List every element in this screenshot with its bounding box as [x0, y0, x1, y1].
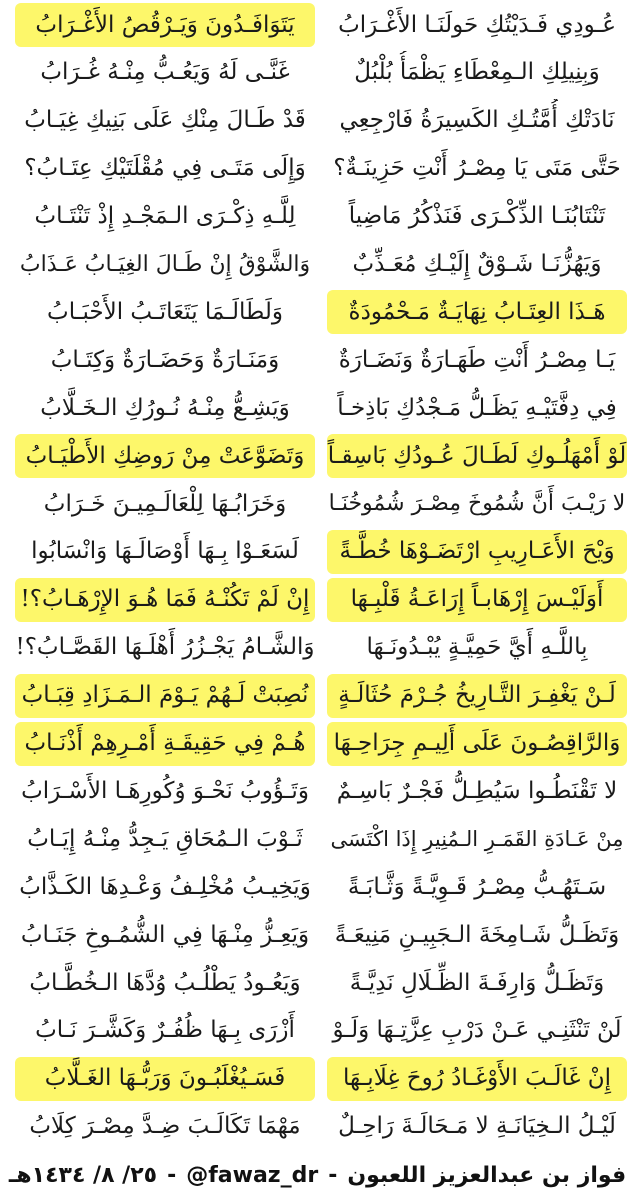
verse-right-hemistich: لَيْـلُ الـخِيَانَـةِ لا مَـحَالَـةَ رَاحِـلٌ — [338, 1113, 616, 1140]
verse-right-hemistich: سَـتَهُـبُّ مِصْـرُ قَـوِيَّـةً وَثَّـابَـةً — [347, 873, 607, 900]
verse-right-hemistich: وَتَظَـلُّ وَارِفَـةَ الظِّـلَالِ نَدِيَّـةً — [349, 969, 605, 996]
verse-right-hemistich: مِنْ عَـادَةِ القَمَـرِ الـمُنِيرِ إِذَا اكْتَسَى — [330, 826, 624, 851]
verse-row — [0, 383, 635, 433]
verse-row — [0, 431, 635, 481]
verse-row — [0, 287, 635, 337]
verse-left-hemistich: نُصِبَتْ لَـهُمْ يَـوْمَ الـمَـزَادِ قِبَـابُ — [15, 674, 315, 718]
verse-row — [0, 671, 635, 721]
verse-left-hemistich: مَهْمَا تَكَالَـبَ ضِـدَّ مِصْـرَ كِلَابُ — [29, 1113, 301, 1140]
verse-left-hemistich: لِلَّـهِ ذِكْـرَى الـمَجْـدِ إِذْ تَنْتَـابُ — [34, 203, 296, 230]
verse-right-hemistich: يَـا مِصْـرُ أَنْتِ طَهَـارَةٌ وَنَضَـارَةٌ — [338, 346, 616, 373]
verse-left-hemistich: وَلَطَالَـمَا يَتَعَاتَـبُ الأَحْبَـابُ — [47, 298, 283, 325]
verse-row — [0, 527, 635, 577]
verse-left-hemistich: وَإِلَى مَتَـى فِي مُقْلَتَيْكِ عِتَـابُ؟ — [24, 155, 306, 182]
verse-row — [0, 48, 635, 98]
verse-row — [0, 623, 635, 673]
verse-right-hemistich: لا رَيْـبَ أَنَّ شُمُوخَ مِصْـرَ شُمُوخُنَـا — [328, 491, 626, 516]
verse-row — [0, 96, 635, 146]
verse-left-hemistich: فَسَـيُغْلَبُـونَ وَرَبُّـهَا الغَـلَّابُ — [15, 1057, 315, 1101]
verse-row — [0, 1102, 635, 1152]
verse-left-hemistich: وَيَشِـعُّ مِنْـهُ نُـورُكِ الـخَـلَّابُ — [40, 394, 290, 421]
verse-right-hemistich: تَنْتَابُنَـا الذِّكْـرَى فَنَذْكُرُ مَاضِياً — [348, 203, 606, 230]
verse-row — [0, 766, 635, 816]
verse-left-hemistich: وَخَرَابُـهَا لِلْعَالَـمِيـنَ خَـرَابُ — [43, 490, 287, 517]
verse-right-hemistich: وَبِنِيلِكِ الـمِعْطَاءِ يَظْمَأُ بُلْبُلٌ — [354, 59, 600, 86]
verse-row — [0, 910, 635, 960]
verse-right-hemistich: أَوَلَيْـسَ إِرْهَابـاً إِرَاعَـةُ قَلْبِـهَا — [327, 578, 627, 622]
verse-left-hemistich: وَالشَّوْقُ إِنْ طَـالَ الغِيَـابُ عَـذَابُ — [19, 251, 311, 277]
date: ٢٥/ ٨/ ١٤٣٤هـ — [8, 1162, 158, 1188]
verse-right-hemistich: نَادَتْكِ أُمَّتُـكِ الكَسِيرَةُ فَارْجِعِي — [339, 107, 615, 134]
verse-row — [0, 240, 635, 290]
verse-right-hemistich: عُـودِي فَـدَيْتُكِ حَولَنَـا الأَغْـرَابُ — [338, 11, 616, 38]
author-name: فواز بن عبدالعزيز اللعبون — [347, 1162, 627, 1188]
verse-right-hemistich: إِنْ غَالَـبَ الأَوْغَـادُ رُوحَ غِلَابِـهَا — [327, 1057, 627, 1101]
verse-row — [0, 1054, 635, 1104]
verse-left-hemistich: وَتَـؤُوبُ نَحْـوَ وُكُورِهَـا الأَسْـرَابُ — [21, 777, 309, 804]
separator: - — [328, 1162, 338, 1188]
verse-left-hemistich: ثَـوْبَ الـمُحَاقِ يَـجِدُّ مِنْـهُ إِيَـابُ — [27, 825, 303, 852]
verse-right-hemistich: وَالرَّاقِصُـونَ عَلَى أَلِيـمِ جِرَاحِـهَا — [327, 722, 627, 766]
verse-left-hemistich: هُـمْ فِي حَقِيقَـةِ أَمْـرِهِمْ أَذْنَـابُ — [15, 722, 315, 766]
verse-right-hemistich: بِاللَّـهِ أَيَّ حَمِيَّـةٍ يُبْـدُونَـهَا — [366, 634, 588, 661]
verse-row — [0, 192, 635, 242]
verse-left-hemistich: وَتَضَوَّعَتْ مِنْ رَوضِكِ الأَطْيَـابُ — [15, 434, 315, 478]
verse-row — [0, 958, 635, 1008]
twitter-handle: @fawaz_dr — [186, 1162, 319, 1188]
verse-right-hemistich: وَيْحَ الأَعَـارِيبِ ارْتَضَـوْهَا خُطَّـةً — [327, 530, 627, 574]
verse-right-hemistich: وَتَظَـلُّ شَـامِخَةَ الـجَبِيـنِ مَنِيعَـةً — [334, 921, 620, 948]
verse-left-hemistich: يَتَوَافَـدُونَ وَيَـرْقُصُ الأَغْـرَابُ — [15, 3, 315, 47]
verse-right-hemistich: لَنْ تَنْثَنِـي عَـنْ دَرْبِ عِزَّتِـهَا وَلَـوْ — [332, 1017, 622, 1044]
verse-row — [0, 862, 635, 912]
verse-right-hemistich: لا تَقْنَطُـوا سَيُطِـلُّ فَجْـرٌ بَاسِـمٌ — [336, 777, 618, 804]
verse-right-hemistich: هَـذَا العِتَـابُ نِهَايَـةٌ مَـحْمُودَةٌ — [327, 290, 627, 334]
verse-left-hemistich: وَيَعُـودُ يَطْلُـبُ وُدَّهَا الـخُطَّـابُ — [29, 969, 301, 996]
verse-left-hemistich: إِنْ لَمْ تَكُنْـهُ فَمَا هُـوَ الإِرْهَـابُ؟! — [15, 578, 315, 622]
verse-row — [0, 814, 635, 864]
verse-left-hemistich: قَدْ طَـالَ مِنْكِ عَلَى بَنِيكِ غِيَـابُ — [24, 107, 306, 134]
verse-left-hemistich: وَالشَّـامُ يَجْـزُرُ أَهْلَـهَا القَصَّـابُ؟! — [15, 634, 315, 661]
verse-right-hemistich: لَوْ أَمْهَلُـوكِ لَطَـالَ عُـودُكِ بَاسِقـاً — [327, 434, 627, 478]
verse-row — [0, 335, 635, 385]
verse-left-hemistich: وَمَنَـارَةٌ وَحَضَـارَةٌ وَكِتَـابُ — [50, 346, 280, 373]
footer — [0, 1150, 635, 1200]
verse-row — [0, 719, 635, 769]
verse-right-hemistich: وَيَهُزُّنَـا شَـوْقٌ إِلَيْـكِ مُعَـذِّبٌ — [352, 251, 602, 277]
verse-left-hemistich: وَيَخِيـبُ مُخْلِـفُ وَعْـدِهَا الكَـذَّابُ — [19, 873, 311, 900]
verse-left-hemistich: أَزْرَى بِـهَا ظُفُـرٌ وَكَشَّـرَ نَـابُ — [35, 1017, 295, 1044]
verse-row — [0, 575, 635, 625]
verse-row — [0, 144, 635, 194]
verse-left-hemistich: لَسَعَـوْا بِـهَا أَوْصَالَـهَا وَانْسَابُوا — [31, 538, 299, 565]
verse-row — [0, 479, 635, 529]
verse-left-hemistich: وَيَعِـزُّ مِنْـهَا فِي الشُّمُـوخِ جَنَـابُ — [20, 921, 310, 948]
verse-right-hemistich: لَـنْ يَغْفِـرَ التَّـارِيخُ جُـرْمَ حُثَالَـةٍ — [327, 674, 627, 718]
separator: - — [167, 1162, 177, 1188]
verse-row — [0, 0, 635, 50]
verse-right-hemistich: حَتَّى مَتَى يَا مِصْـرُ أَنْتِ حَزِينَـةٌ؟ — [333, 155, 621, 182]
verse-right-hemistich: فِي دِفَّتَيْـهِ يَظَـلُّ مَـجْدُكِ بَاذِخـاً — [337, 394, 617, 421]
verse-left-hemistich: غَنَّـى لَهُ وَيَعُـبُّ مِنْـهُ غُـرَابُ — [40, 59, 290, 86]
verse-row — [0, 1006, 635, 1056]
